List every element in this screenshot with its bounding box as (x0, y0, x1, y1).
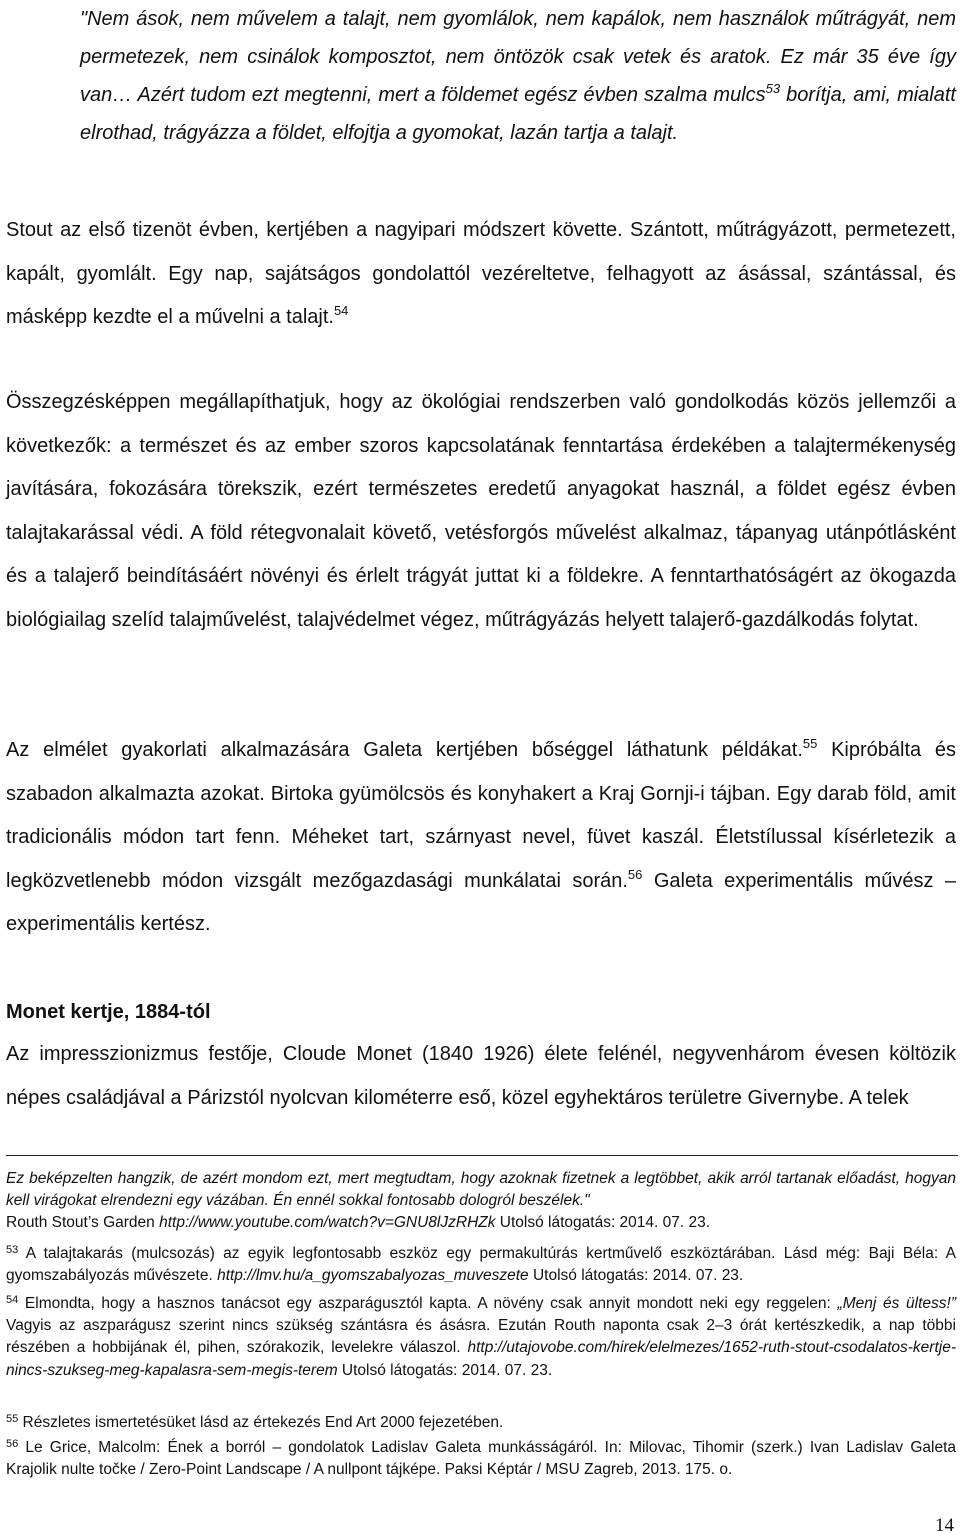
footnote-number: 54 (6, 1294, 19, 1306)
footnote-continuation (6, 1168, 956, 1235)
footnote-text-cont: Vagyis az aszparágusz szerint nincs szükség szántásra és ásásra. Ezután Routh naponta csak 2–3 órát kertészkedik, a nap többi részében a hobbijának él, pihen, szórakozik, levelekre válaszol. (6, 1317, 956, 1357)
footnote-ref-55[interactable]: 55 (802, 736, 818, 751)
footnote-54 (6, 1293, 956, 1382)
footnote-text: A talajtakarás (mulcsozás) az egyik legfontosabb eszköz egy permakultúrás kertművelő eszköztárában. Lásd még: Baji Béla: A gyomszabályozás művészete. (6, 1245, 956, 1285)
footnote-ref-54[interactable]: 54 (333, 303, 349, 318)
paragraph-stout (6, 209, 956, 340)
footnote-ref-53[interactable]: 53 (765, 81, 781, 96)
footnote-visit-date: Utolsó látogatás: 2014. 07. 23. (528, 1267, 744, 1285)
footnote-quote-text: Ez beképzelten hangzik, de azért mondom ezt, mert megtudtam, hogy azoknak fizetnek a legtöbbet, akik arról tartanak előadást, hogyan kell virágokat elrendezni egy vázában. Én ennél sokkal fontosabb dologról beszélek." (6, 1170, 956, 1210)
footnote-number: 55 (6, 1413, 19, 1425)
quote-text-end: borítja, ami, mialatt elrothad, trágyázza a földet, elfojtja a gyomokat, lazán tartja a talajt. (80, 84, 956, 144)
paragraph-text: Az impresszionizmus festője, Cloude Monet (1840 1926) élete felénél, negyvenhárom évesen költözik népes családjával a Párizstól nyolcvan kilométerre eső, közel egyhektáros területre Givernybe. A telek (6, 1043, 956, 1109)
paragraph-text: Stout az első tizenöt évben, kertjében a nagyipari módszert követte. Szántott, műtrágyázott, permetezett, kapált, gyomlált. Egy nap, sajátságos gondolattól vezéreltetve, felhagyott az ásással, szántással, és másképp kezdte el a művelni a talajt. (6, 219, 956, 328)
footnote-separator (6, 1155, 958, 1156)
footnote-text: Elmondta, hogy a hasznos tanácsot egy aszparágusztól kapta. A növény csak annyit mondott neki egy reggelen: (18, 1295, 838, 1312)
footnote-text: Le Grice, Malcolm: Ének a borról – gondolatok Ladislav Galeta munkásságáról. In: Milovac, Tihomir (szerk.) Ivan Ladislav Galeta Krajolik nulte točke / Zero-Point Landscape / A nullpont tájképe. Paksi Képtár / MSU Zagreb, 2013. 175. o. (6, 1439, 956, 1479)
footnote-visit-date: Utolsó látogatás: 2014. 07. 23. (495, 1214, 711, 1232)
quote-paragraph (80, 0, 956, 152)
footnote-53 (6, 1243, 956, 1287)
quote-text: "Nem ások, nem művelem a talajt, nem gyomlálok, nem kapálok, nem használok műtrágyát, nem permetezek, nem csinálok komposztot, nem öntözök csak vetek és aratok. Ez már 35 éve így van… Azért tudom ezt megtenni, mert a földemet egész évben szalma mulcs (80, 8, 956, 106)
footnote-link[interactable]: http://lmv.hu/a_gyomszabalyozas_muveszete (217, 1267, 529, 1285)
paragraph-text: Az elmélet gyakorlati alkalmazására Galeta kertjében bőséggel láthatunk példákat. (6, 739, 803, 761)
paragraph-text-end: Galeta experimentális művész – experimentális kertész. (6, 869, 956, 935)
footnote-source: Routh Stout’s Garden (6, 1214, 160, 1232)
paragraph-text: Összegzésképpen megállapíthatjuk, hogy az ökológiai rendszerben való gondolkodás közös jellemzői a következők: a természet és az ember szoros kapcsolatának fenntartása érdekében a talajtermékenység javítására, fokozására törekszik, ezért természetes eredetű anyagokat használ, a földet egész évben talajtakarással védi. A föld rétegvonalait követő, vetésforgós művelést alkalmaz, tápanyag utánpótlásként és a talajerő beindításáért növényi és érlelt trágyát juttat ki a földekre. A fenntarthatóságért az ökogazda biológiailag szelíd talajművelést, talajvédelmet végez, műtrágyázás helyett talajerő-gazdálkodás folytat. (6, 391, 956, 631)
paragraph-galeta (6, 729, 956, 947)
footnote-ref-56[interactable]: 56 (627, 866, 643, 882)
footnote-link[interactable]: http://utajovobe.com/hirek/elelmezes/1652-ruth-stout-csodalatos-kertje-nincs-szukseg-meg-kapalasra-sem-megis-terem (6, 1339, 956, 1379)
page-number: 14 (935, 1515, 954, 1536)
paragraph-summary (6, 381, 956, 642)
paragraph-text-cont: Kipróbálta és szabadon alkalmazta azokat. Birtoka gyümölcsös és konyhakert a Kraj Gornji-i tájban. Egy darab föld, amit tradicionális módon tart fenn. Méheket tart, szárnyast nevel, füvet kaszál. Életstílussal kísérletezik a legközvetlenebb módon vizsgált mezőgazdasági munkálatai során. (6, 739, 956, 892)
footnote-quote: „Menj és ültess!” (837, 1295, 956, 1312)
footnote-link[interactable]: http://www.youtube.com/watch?v=GNU8lJzRHZk (159, 1214, 496, 1232)
footnote-number: 56 (6, 1438, 19, 1450)
footnote-56 (6, 1437, 956, 1481)
footnote-visit-date: Utolsó látogatás: 2014. 07. 23. (337, 1361, 553, 1379)
footnote-number: 53 (6, 1244, 19, 1256)
paragraph-monet (6, 1033, 956, 1120)
footnote-55 (6, 1412, 956, 1434)
footnote-text: Részletes ismertetésüket lásd az értekezés End Art 2000 fejezetében. (18, 1414, 504, 1431)
section-heading: Monet kertje, 1884-tól (6, 1001, 211, 1023)
